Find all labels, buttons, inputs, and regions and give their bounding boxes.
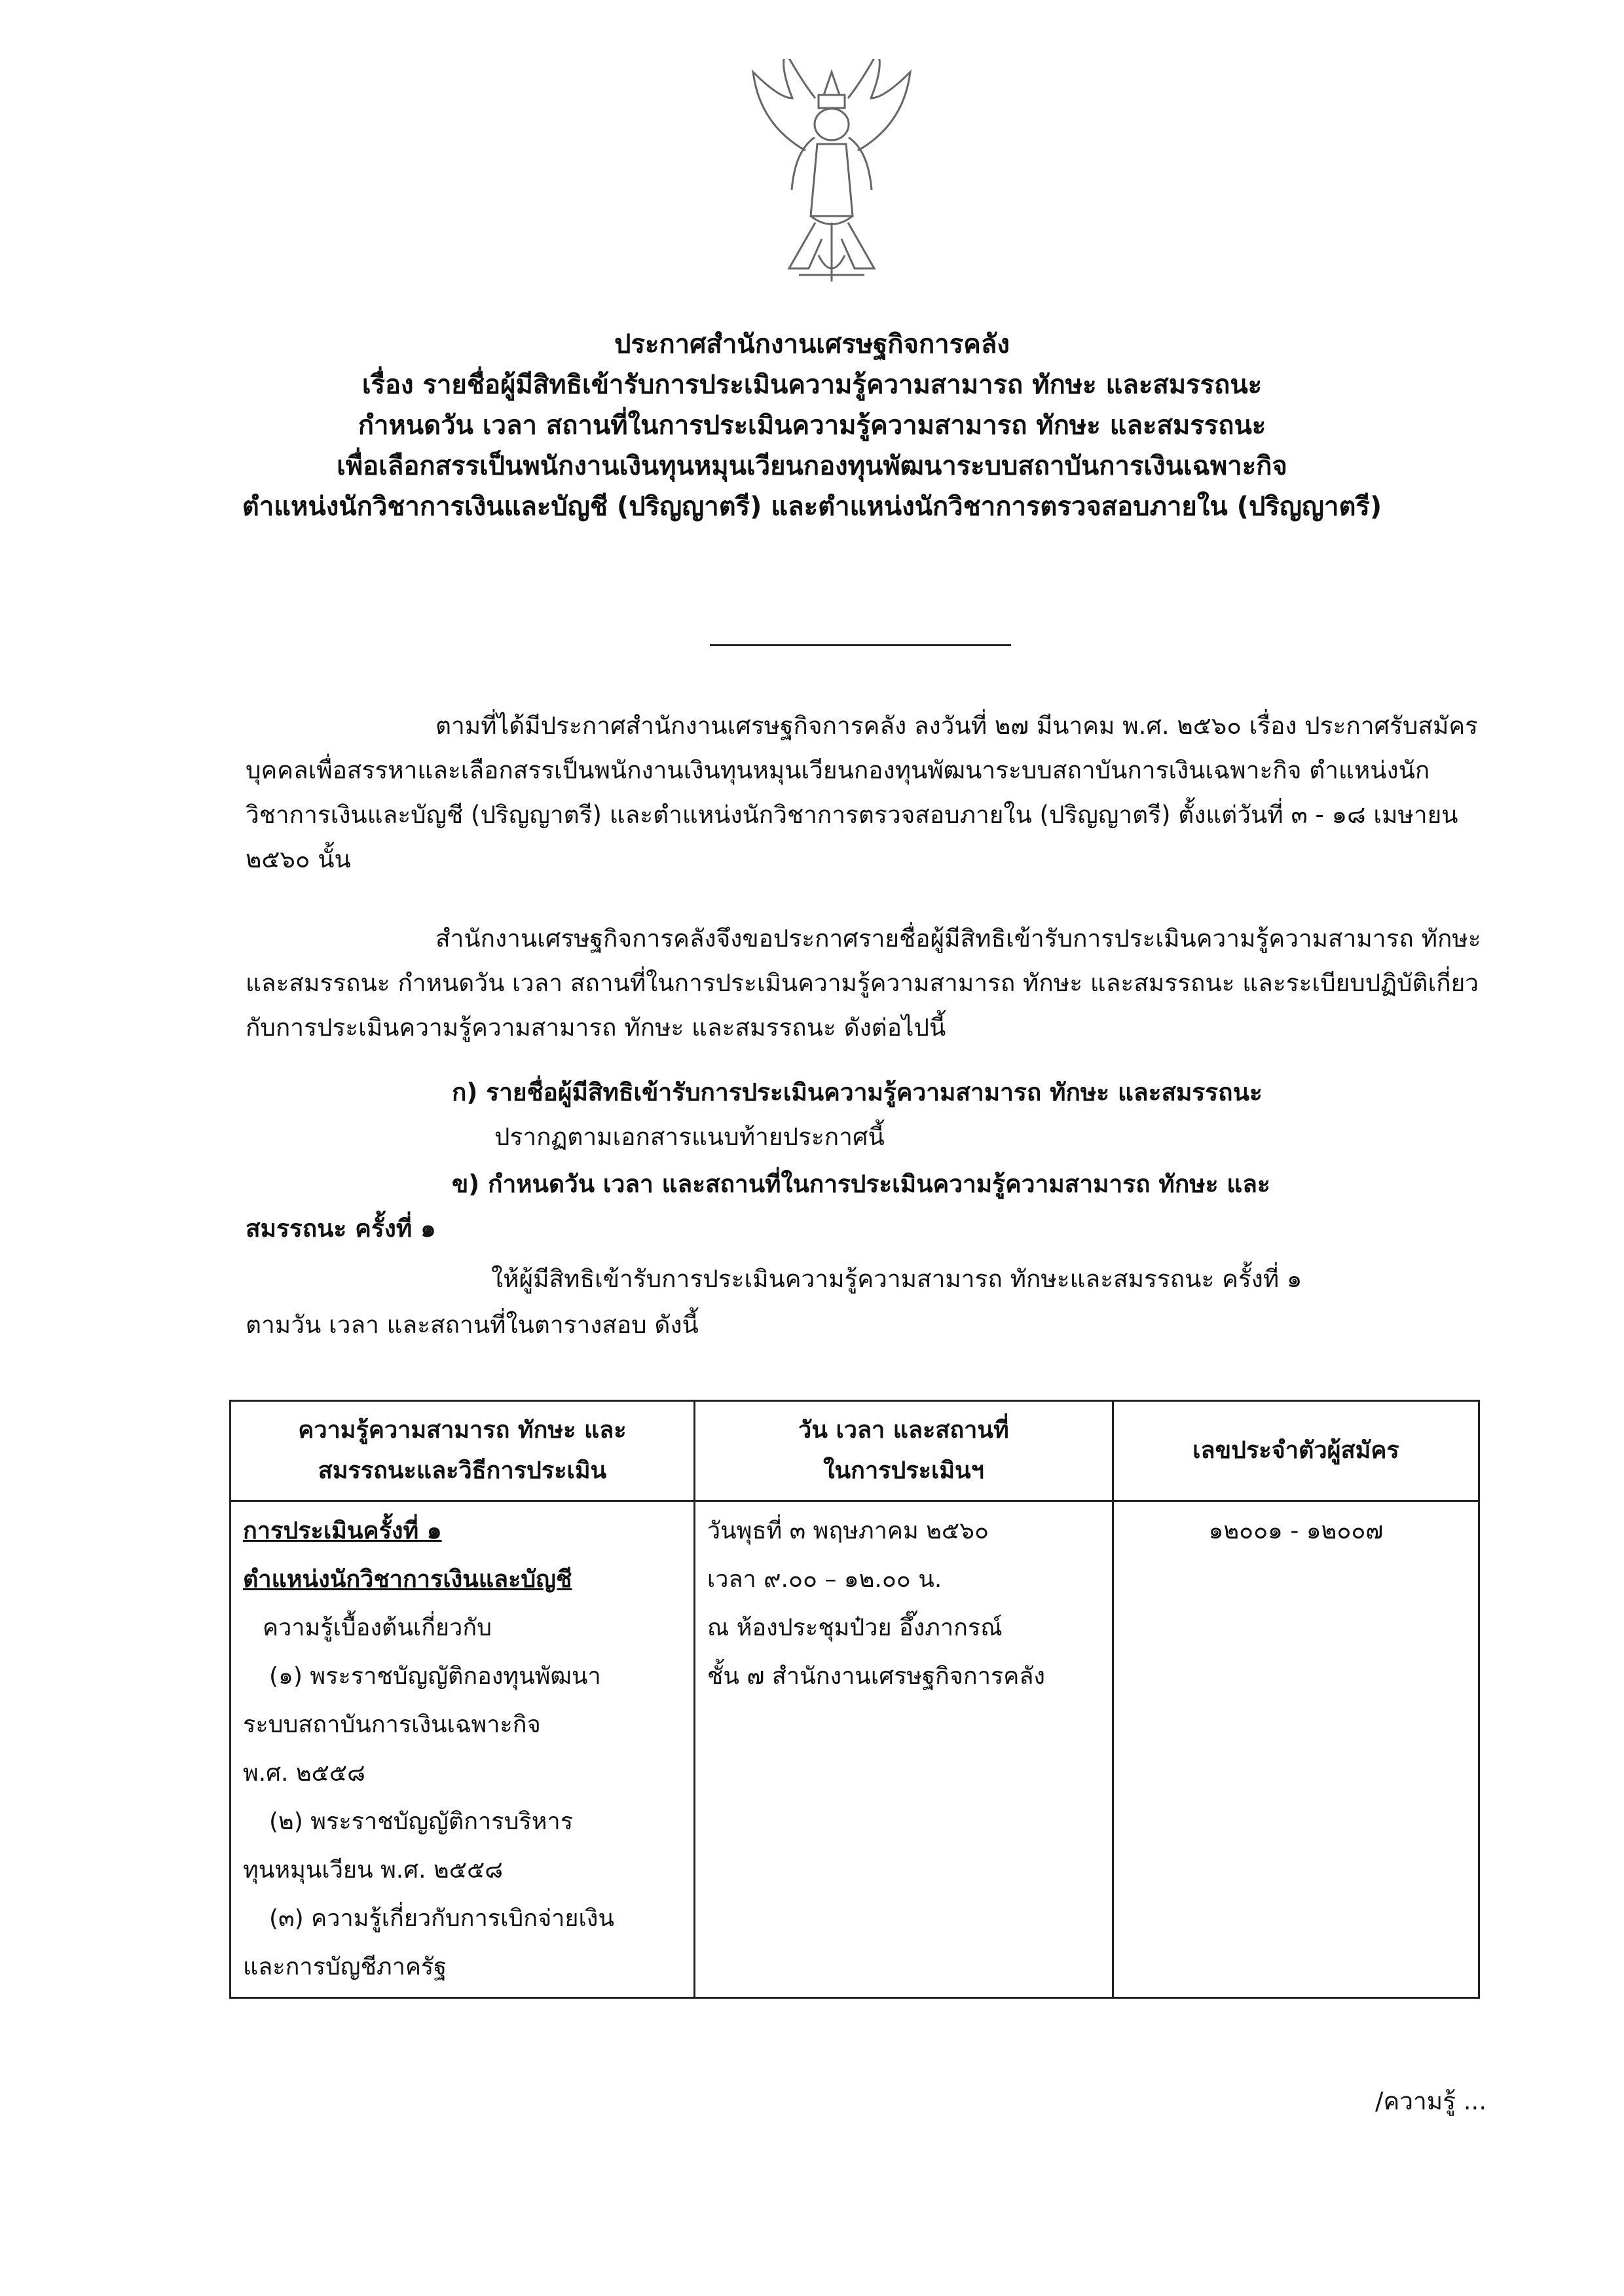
cell-datetime-place: วันพุธที่ ๓ พฤษภาคม ๒๕๖๐ เวลา ๙.๐๐ – ๑๒.๐๐ น. ณ ห้องประชุมป๋วย อึ๊งภากรณ์ ชั้น ๗ สำนักงานเศรษฐกิจการคลัง: [694, 1501, 1113, 1998]
item-b-text: ให้ผู้มีสิทธิเข้ารับการประเมินความรู้ความสามารถ ทักษะและสมรรถนะ ครั้งที่ ๑: [491, 1265, 1302, 1293]
table-row: [231, 1501, 1479, 1998]
exam-schedule-table: [229, 1400, 1480, 1999]
header-applicant-id: เลขประจำตัวผู้สมัคร: [1113, 1401, 1479, 1501]
continuation-marker: /ความรู้ ...: [1375, 2087, 1487, 2115]
header-datetime-place: วัน เวลา และสถานที่ ในการประเมินฯ: [694, 1401, 1113, 1501]
garuda-emblem-icon: [733, 59, 930, 301]
title-line-5: ตำแหน่งนักวิชาการเงินและบัญชี (ปริญญาตรี) และตำแหน่งนักวิชาการตรวจสอบภายใน (ปริญญาตรี): [242, 492, 1382, 522]
title-line-1: ประกาศสำนักงานเศรษฐกิจการคลัง: [614, 329, 1010, 359]
title-line-subject: เรื่อง รายชื่อผู้มีสิทธิเข้ารับการประเมินความรู้ความสามารถ ทักษะ และสมรรถนะ: [361, 370, 1263, 400]
cell-applicant-id: ๑๒๐๐๑ - ๑๒๐๐๗: [1113, 1501, 1479, 1998]
item-a-heading: ก) รายชื่อผู้มีสิทธิเข้ารับการประเมินความรู้ความสามารถ ทักษะ และสมรรถนะ: [452, 1078, 1263, 1106]
table-header-row: [231, 1401, 1479, 1501]
position-title: ตำแหน่งนักวิชาการเงินและบัญชี: [243, 1566, 572, 1593]
item-b-heading-cont: สมรรถนะ ครั้งที่ ๑: [246, 1214, 436, 1243]
title-divider: [710, 644, 1011, 646]
title-line-3: กำหนดวัน เวลา สถานที่ในการประเมินความรู้ความสามารถ ทักษะ และสมรรถนะ: [358, 410, 1266, 441]
paragraph-2: สำนักงานเศรษฐกิจการคลังจึงขอประกาศรายชื่อผู้มีสิทธิเข้ารับการประเมินความรู้ความสามารถ ทักษะ และสมรรถนะ กำหนดวัน เวลา สถานที่ในการประเมินความรู้ความสามารถ ทักษะ และสมรรถนะ และระเบียบปฏิบัติเกี่ยวกับการประเมินความรู้ความสามารถ ทักษะ และสมรรถนะ ดังต่อไปนี้: [246, 924, 1481, 1042]
announcement-title: [216, 324, 1408, 527]
item-b-text-cont: ตามวัน เวลา และสถานที่ในตารางสอบ ดังนี้: [246, 1311, 699, 1339]
item-a-text: ปรากฏตามเอกสารแนบท้ายประกาศนี้: [494, 1123, 885, 1151]
assessment-round-title: การประเมินครั้งที่ ๑: [243, 1518, 442, 1544]
title-line-4: เพื่อเลือกสรรเป็นพนักงานเงินทุนหมุนเวียนกองทุนพัฒนาระบบสถาบันการเงินเฉพาะกิจ: [337, 451, 1287, 481]
item-b-heading: ข) กำหนดวัน เวลา และสถานที่ในการประเมินความรู้ความสามารถ ทักษะ และ: [452, 1170, 1270, 1198]
paragraph-1: ตามที่ได้มีประกาศสำนักงานเศรษฐกิจการคลัง ลงวันที่ ๒๗ มีนาคม พ.ศ. ๒๕๖๐ เรื่อง ประกาศรับสมัครบุคคลเพื่อสรรหาและเลือกสรรเป็นพนักงานเงินทุนหมุนเวียนกองทุนพัฒนาระบบสถาบันการเงินเฉพาะกิจ ตำแหน่งนักวิชาการเงินและบัญชี (ปริญญาตรี) และตำแหน่งนักวิชาการตรวจสอบภายใน (ปริญญาตรี) ตั้งแต่วันที่ ๓ - ๑๘ เมษายน ๒๕๖๐ นั้น: [246, 712, 1478, 873]
header-competency: ความรู้ความสามารถ ทักษะ และ สมรรถนะและวิธีการประเมิน: [231, 1401, 695, 1501]
cell-competency: การประเมินครั้งที่ ๑ ตำแหน่งนักวิชาการเงินและบัญชี ความรู้เบื้องต้นเกี่ยวกับ (๑) พระราชบัญญัติกองทุนพัฒนา ระบบสถาบันการเงินเฉพาะกิจ พ.ศ. ๒๕๕๘ (๒) พระราชบัญญัติการบริหาร ทุนหมุนเวียน พ.ศ. ๒๕๕๘ (๓) ความรู้เกี่ยวกับการเบิกจ่ายเงิน และการบัญชีภาครัฐ: [231, 1501, 695, 1998]
